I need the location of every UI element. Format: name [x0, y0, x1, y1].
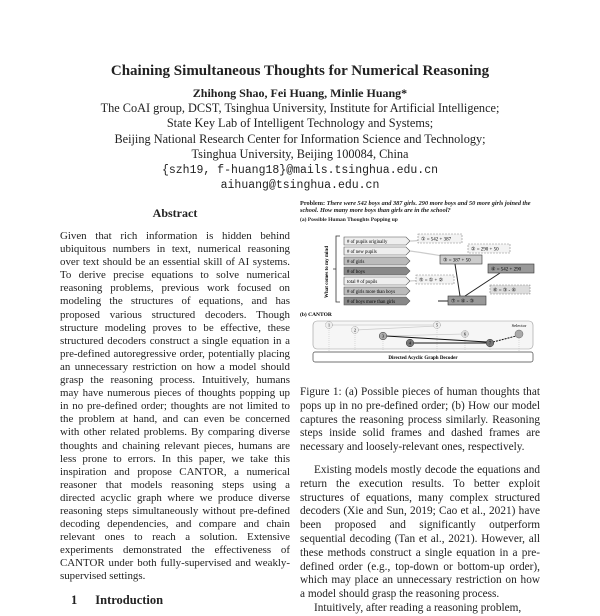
equation-box — [440, 255, 482, 264]
svg-text:# of boys: # of boys — [347, 270, 365, 275]
svg-text:# of new pupils: # of new pupils — [347, 250, 377, 255]
problem-label: Problem: — [300, 200, 326, 207]
side-label: What comes to my mind — [325, 246, 330, 298]
part-a-label: (a) Possible Human Thoughts Popping up — [300, 216, 398, 223]
part-b-label: (b) CANTOR — [300, 312, 332, 318]
intro-paragraph-2: Intuitively, after reading a reasoning problem, — [314, 601, 522, 614]
svg-text:# of pupils originally: # of pupils originally — [347, 240, 388, 245]
affiliation-1: The CoAI group, DCST, Tsinghua University, Institute for Artificial Intelligence; — [100, 101, 500, 115]
selector-label: Selector — [511, 323, 527, 328]
intro-paragraph: Existing models mostly decode the equations and return the execution results. To better exploit structures of equations, many complex structured decoders (Xie and Sun, 2019; Cao et al., 2021) have been proposed and significantly outperform sequential decoding (Tan et al., 2021). However, all these methods construct a single equation in a pre-defined order (e.g., top-down or bottom-up order), which may place an unnecessary restriction on how a model should grasp the reasoning process. — [300, 463, 540, 601]
equation-box — [418, 234, 462, 243]
svg-text:# of girls more than boys: # of girls more than boys — [347, 290, 396, 295]
right-column-text — [300, 386, 540, 616]
affiliation-4: Tsinghua University, Beijing 100084, China — [191, 147, 409, 161]
thought-item — [344, 287, 410, 295]
svg-text:③ = 387 + 50: ③ = 387 + 50 — [443, 258, 471, 264]
svg-text:1: 1 — [327, 322, 331, 328]
graph-node — [326, 322, 333, 329]
abstract-body: Given that rich information is hidden behind ubiquitous numbers in text, numerical reasoning over text should be an essential skill of AI systems. To derive precise equations to solve numerical reasoning problems, previous work focused on modeling the structures of equations, and has proposed various structured decoders. Though structure modeling proves to be effective, these structured decoders construct a single equation in a pre-defined autoregressive order, potentially placing an unnecessary restriction on how a model should grasp the reasoning process. Intuitively, humans may have numerous pieces of thoughts popping up in no pre-defined order; thoughts are not limited to the problem at hand, and can even be concerned with other related problems. By comparing diverse thoughts and chaining relevant pieces, humans are less prone to errors. In this paper, we take this inspiration and propose CANTOR, a numerical reasoner that models reasoning steps using a directed acyclic graph where we produce diverse reasoning steps simultaneously without pre-defined decoding dependencies, and compare and chain relevant ones to reach a solution. Extensive experiments demonstrated the effectiveness of CANTOR under both fully-supervised and weakly-supervised settings. — [60, 230, 290, 583]
graph-node — [406, 339, 414, 347]
decoder-label: Directed Acyclic Graph Decoder — [388, 356, 458, 361]
svg-text:7: 7 — [488, 340, 492, 346]
thought-item — [344, 277, 410, 285]
svg-text:⑦ = ④ - ③: ⑦ = ④ - ③ — [451, 299, 474, 305]
figure-diagram — [300, 200, 540, 382]
thought-item — [344, 257, 410, 265]
svg-text:4: 4 — [408, 340, 412, 346]
thought-item — [344, 247, 410, 255]
equation-box — [468, 244, 510, 253]
equation-box — [490, 285, 530, 294]
equation-box — [448, 296, 486, 305]
graph-node — [352, 327, 359, 334]
figure-caption: Figure 1: (a) Possible pieces of human thoughts that pops up in no pre-defined order; (b) How our model captures the reasoning process similarly. Reasoning steps inside solid frames and dashed frames are necessary and loosely-relevant ones, respectively. — [300, 386, 540, 454]
svg-text:total # of pupils: total # of pupils — [347, 280, 378, 285]
paper-title: Chaining Simultaneous Thoughts for Numerical Reasoning — [110, 63, 490, 79]
left-column — [60, 206, 290, 607]
section-title: Introduction — [95, 592, 164, 607]
figure-1 — [300, 200, 540, 382]
email-2: aihuang@tsinghua.edu.cn — [220, 179, 380, 192]
equation-box — [488, 264, 534, 273]
email-1: {szh19, f-huang18}@mails.tsinghua.edu.cn — [161, 164, 439, 177]
authors: Zhihong Shao, Fei Huang, Minlie Huang* — [192, 86, 408, 100]
affiliation-3: Beijing National Research Center for Information Science and Technology; — [114, 132, 486, 146]
graph-node — [434, 322, 441, 329]
thought-item — [344, 297, 410, 305]
thought-list — [344, 237, 410, 305]
thought-item — [344, 237, 410, 245]
svg-text:2: 2 — [353, 327, 357, 333]
svg-text:② = 290 + 50: ② = 290 + 50 — [471, 247, 499, 253]
section-number: 1 — [71, 592, 78, 607]
svg-text:④ = 542 + 290: ④ = 542 + 290 — [491, 267, 522, 273]
graph-node — [462, 331, 469, 338]
svg-text:6: 6 — [463, 331, 467, 337]
svg-text:⑤ = ① + ②: ⑤ = ① + ② — [419, 278, 444, 284]
thought-item — [344, 267, 410, 275]
graph-node — [379, 332, 387, 340]
selector-node — [515, 330, 523, 338]
abstract-heading: Abstract — [152, 206, 198, 220]
svg-text:⑥ = ③ - ④: ⑥ = ③ - ④ — [493, 288, 516, 294]
equation-box — [416, 275, 454, 284]
problem-text: There were 542 boys and 387 girls. 290 more boys and 50 more girls joined the school. How many more boys than girls are in the school? — [300, 200, 531, 215]
svg-text:3: 3 — [381, 333, 385, 339]
affiliation-2: State Key Lab of Intelligent Technology and Systems; — [166, 116, 434, 130]
svg-text:# of girls: # of girls — [347, 260, 365, 265]
svg-text:5: 5 — [435, 322, 439, 328]
equation-boxes — [416, 234, 534, 305]
svg-text:# of boys more than girls: # of boys more than girls — [347, 300, 396, 305]
svg-text:① = 542 + 387: ① = 542 + 387 — [421, 237, 452, 243]
graph-node — [486, 339, 494, 347]
